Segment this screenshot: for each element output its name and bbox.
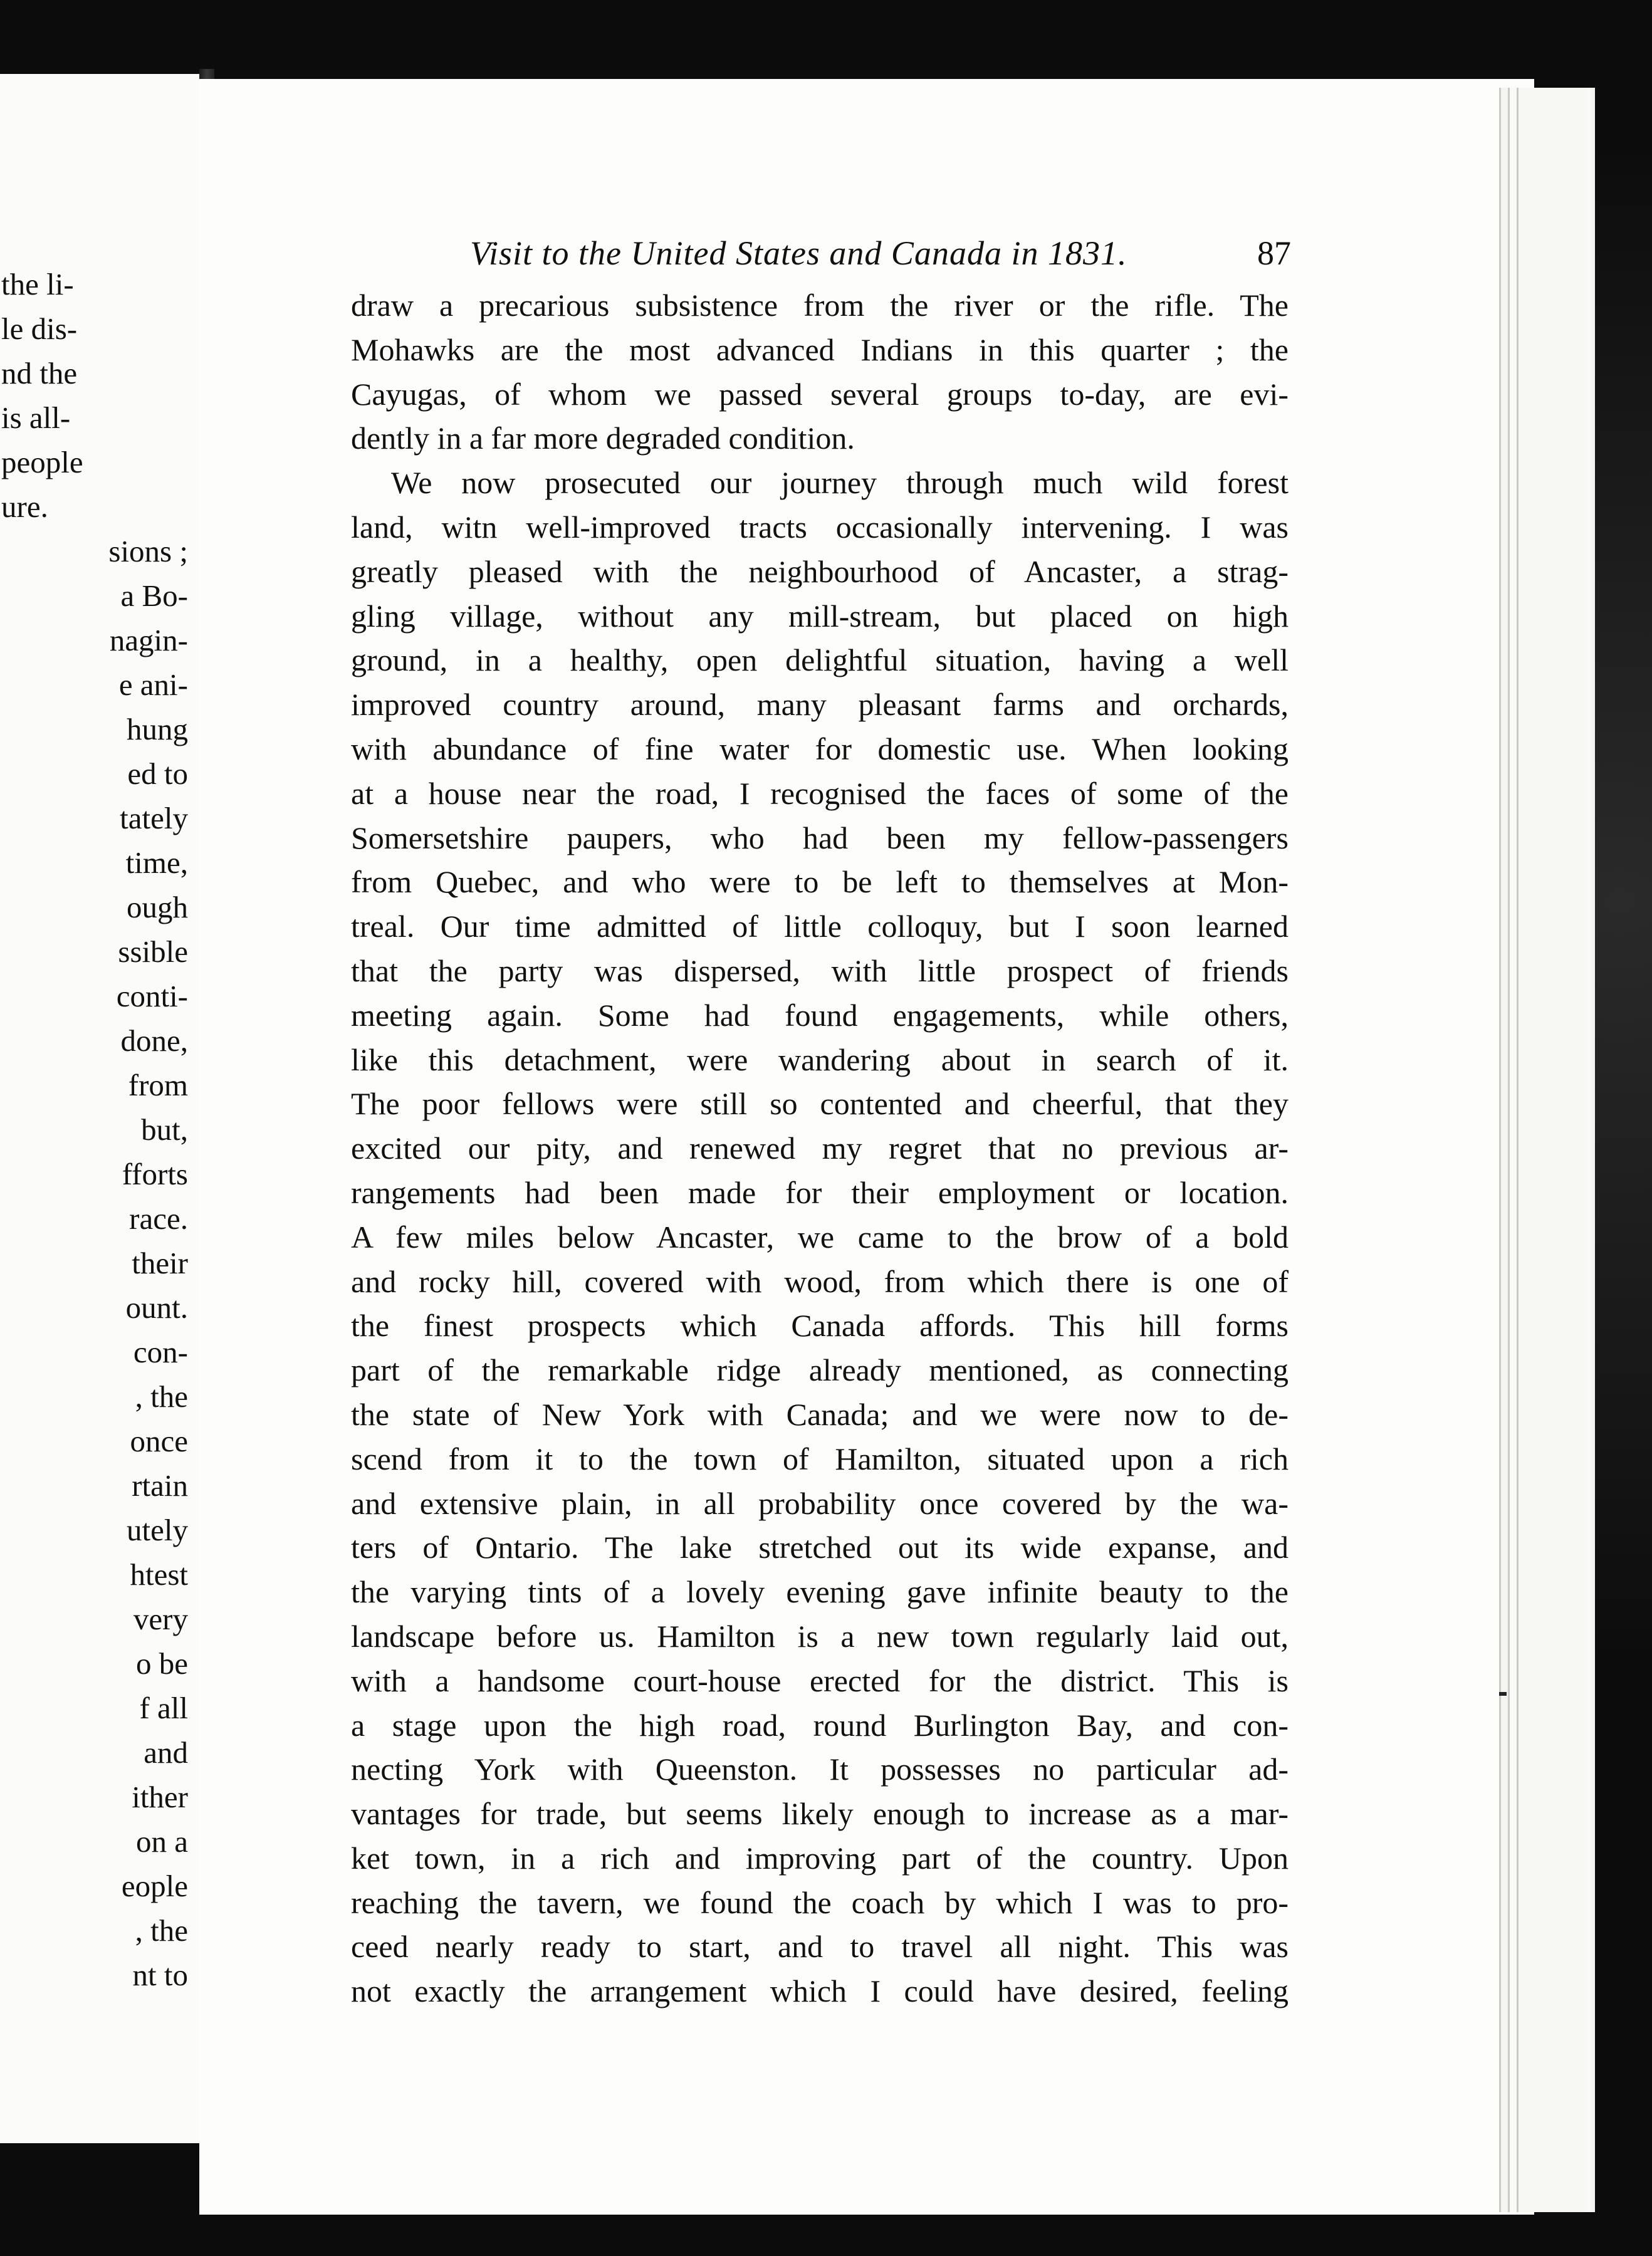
previous-page-line: on a: [136, 1824, 188, 1859]
text-line: rangements had been made for their employment or location.: [351, 1174, 1289, 1210]
previous-page-line: and: [144, 1735, 188, 1770]
previous-page-line: tately: [120, 801, 188, 835]
previous-page-line: o be: [136, 1646, 188, 1681]
text-line: scend from it to the town of Hamilton, situated upon a rich: [351, 1441, 1289, 1476]
text-line: the state of New York with Canada; and we were now to de-: [351, 1396, 1289, 1432]
previous-page-line: conti-: [116, 979, 188, 1013]
previous-page-line: their: [132, 1246, 188, 1280]
previous-page-line: , the: [135, 1913, 188, 1948]
text-line: like this detachment, were wandering about in search of it.: [351, 1042, 1289, 1077]
previous-page-line: hung: [127, 712, 188, 746]
previous-page-line: nd the: [1, 356, 78, 390]
text-line: treal. Our time admitted of little colloquy, but I soon learned: [351, 909, 1289, 944]
text-line: part of the remarkable ridge already mentioned, as connecting: [351, 1352, 1289, 1388]
previous-page-line: utely: [127, 1513, 188, 1547]
page-number: 87: [1257, 234, 1291, 272]
previous-page-line: ount.: [125, 1290, 188, 1325]
text-line: and extensive plain, in all probability once covered by the wa-: [351, 1485, 1289, 1521]
previous-page-line: f all: [139, 1691, 188, 1725]
text-line: reaching the tavern, we found the coach by which I was to pro-: [351, 1884, 1289, 1920]
running-head: [351, 228, 1291, 278]
text-line: We now prosecuted our journey through much wild forest: [391, 465, 1289, 501]
text-line: improved country around, many pleasant farms and orchards,: [351, 687, 1289, 723]
text-line: greatly pleased with the neighbourhood of Ancaster, a strag-: [351, 553, 1289, 589]
previous-page-line: ed to: [127, 756, 188, 791]
text-line: The poor fellows were still so contented and cheerful, that they: [351, 1086, 1289, 1122]
text-line: and rocky hill, covered with wood, from which there is one of: [351, 1263, 1289, 1299]
text-line: landscape before us. Hamilton is a new town regularly laid out,: [351, 1618, 1289, 1654]
previous-page: [0, 74, 202, 2143]
previous-page-line: ough: [127, 890, 188, 924]
text-line: with a handsome court-house erected for the district. This is: [351, 1663, 1289, 1698]
previous-page-line: but,: [141, 1112, 188, 1147]
text-line: necting York with Queenston. It possesses no particular ad-: [351, 1752, 1289, 1787]
text-line: the finest prospects which Canada affords. This hill forms: [351, 1308, 1289, 1344]
text-line: that the party was dispersed, with little prospect of friends: [351, 953, 1289, 988]
text-line: ground, in a healthy, open delightful situation, having a well: [351, 642, 1289, 678]
previous-page-line: nt to: [132, 1958, 188, 1992]
previous-page-line: fforts: [122, 1157, 188, 1191]
previous-page-line: le dis-: [1, 311, 78, 346]
previous-page-line: time,: [125, 845, 188, 880]
text-line: with abundance of fine water for domestic use. When looking: [351, 731, 1289, 766]
previous-page-line: rtain: [132, 1468, 188, 1503]
text-line: excited our pity, and renewed my regret that no previous ar-: [351, 1131, 1289, 1166]
previous-page-line: done,: [120, 1023, 188, 1058]
body-text: [351, 283, 1289, 2013]
text-line: ters of Ontario. The lake stretched out its wide expanse, and: [351, 1530, 1289, 1565]
text-line: gling village, without any mill-stream, but placed on high: [351, 598, 1289, 634]
scan-speck: [1499, 1692, 1507, 1696]
text-line: Cayugas, of whom we passed several groups to-day, are evi-: [351, 376, 1289, 412]
previous-page-line: ssible: [118, 934, 188, 969]
text-line: ket town, in a rich and improving part of the country. Upon: [351, 1840, 1289, 1876]
previous-page-text: [0, 262, 199, 1997]
text-line: draw a precarious subsistence from the river or the rifle. The: [351, 288, 1289, 323]
previous-page-line: ither: [132, 1780, 188, 1814]
previous-page-line: con-: [133, 1335, 188, 1369]
previous-page-line: , the: [135, 1379, 188, 1414]
text-line: meeting again. Some had found engagements, while others,: [351, 997, 1289, 1033]
text-line: at a house near the road, I recognised the faces of some of the: [351, 775, 1289, 811]
running-head-title: Visit to the United States and Canada in 1831.: [470, 234, 1127, 272]
previous-page-line: race.: [129, 1201, 188, 1236]
previous-page-line: people: [1, 445, 83, 479]
page-edges: [1499, 88, 1599, 2212]
text-line: not exactly the arrangement which I could have desired, feeling: [351, 1973, 1289, 2009]
previous-page-line: once: [130, 1424, 188, 1458]
previous-page-line: ure.: [1, 489, 48, 524]
text-line: ceed nearly ready to start, and to travel all night. This was: [351, 1929, 1289, 1965]
text-line: from Quebec, and who were to be left to themselves at Mon-: [351, 864, 1289, 900]
previous-page-line: e ani-: [118, 667, 188, 702]
text-line: land, witn well-improved tracts occasionally intervening. I was: [351, 509, 1289, 545]
text-line: a stage upon the high road, round Burlington Bay, and con-: [351, 1707, 1289, 1743]
text-line: dently in a far more degraded condition.: [351, 420, 855, 456]
text-line: vantages for trade, but seems likely enough to increase as a mar-: [351, 1796, 1289, 1832]
previous-page-line: is all-: [1, 400, 71, 435]
previous-page-line: very: [133, 1602, 188, 1636]
previous-page-line: eople: [121, 1869, 188, 1903]
previous-page-line: nagin-: [109, 623, 188, 657]
text-line: Somersetshire paupers, who had been my fellow-passengers: [351, 820, 1289, 855]
previous-page-line: htest: [130, 1557, 188, 1592]
text-line: Mohawks are the most advanced Indians in this quarter ; the: [351, 332, 1289, 367]
previous-page-line: the li-: [1, 267, 74, 301]
previous-page-line: from: [128, 1068, 188, 1102]
text-line: A few miles below Ancaster, we came to the brow of a bold: [351, 1219, 1289, 1255]
previous-page-line: a Bo-: [120, 578, 188, 613]
text-line: the varying tints of a lovely evening gave infinite beauty to the: [351, 1574, 1289, 1610]
previous-page-line: sions ;: [108, 534, 188, 568]
